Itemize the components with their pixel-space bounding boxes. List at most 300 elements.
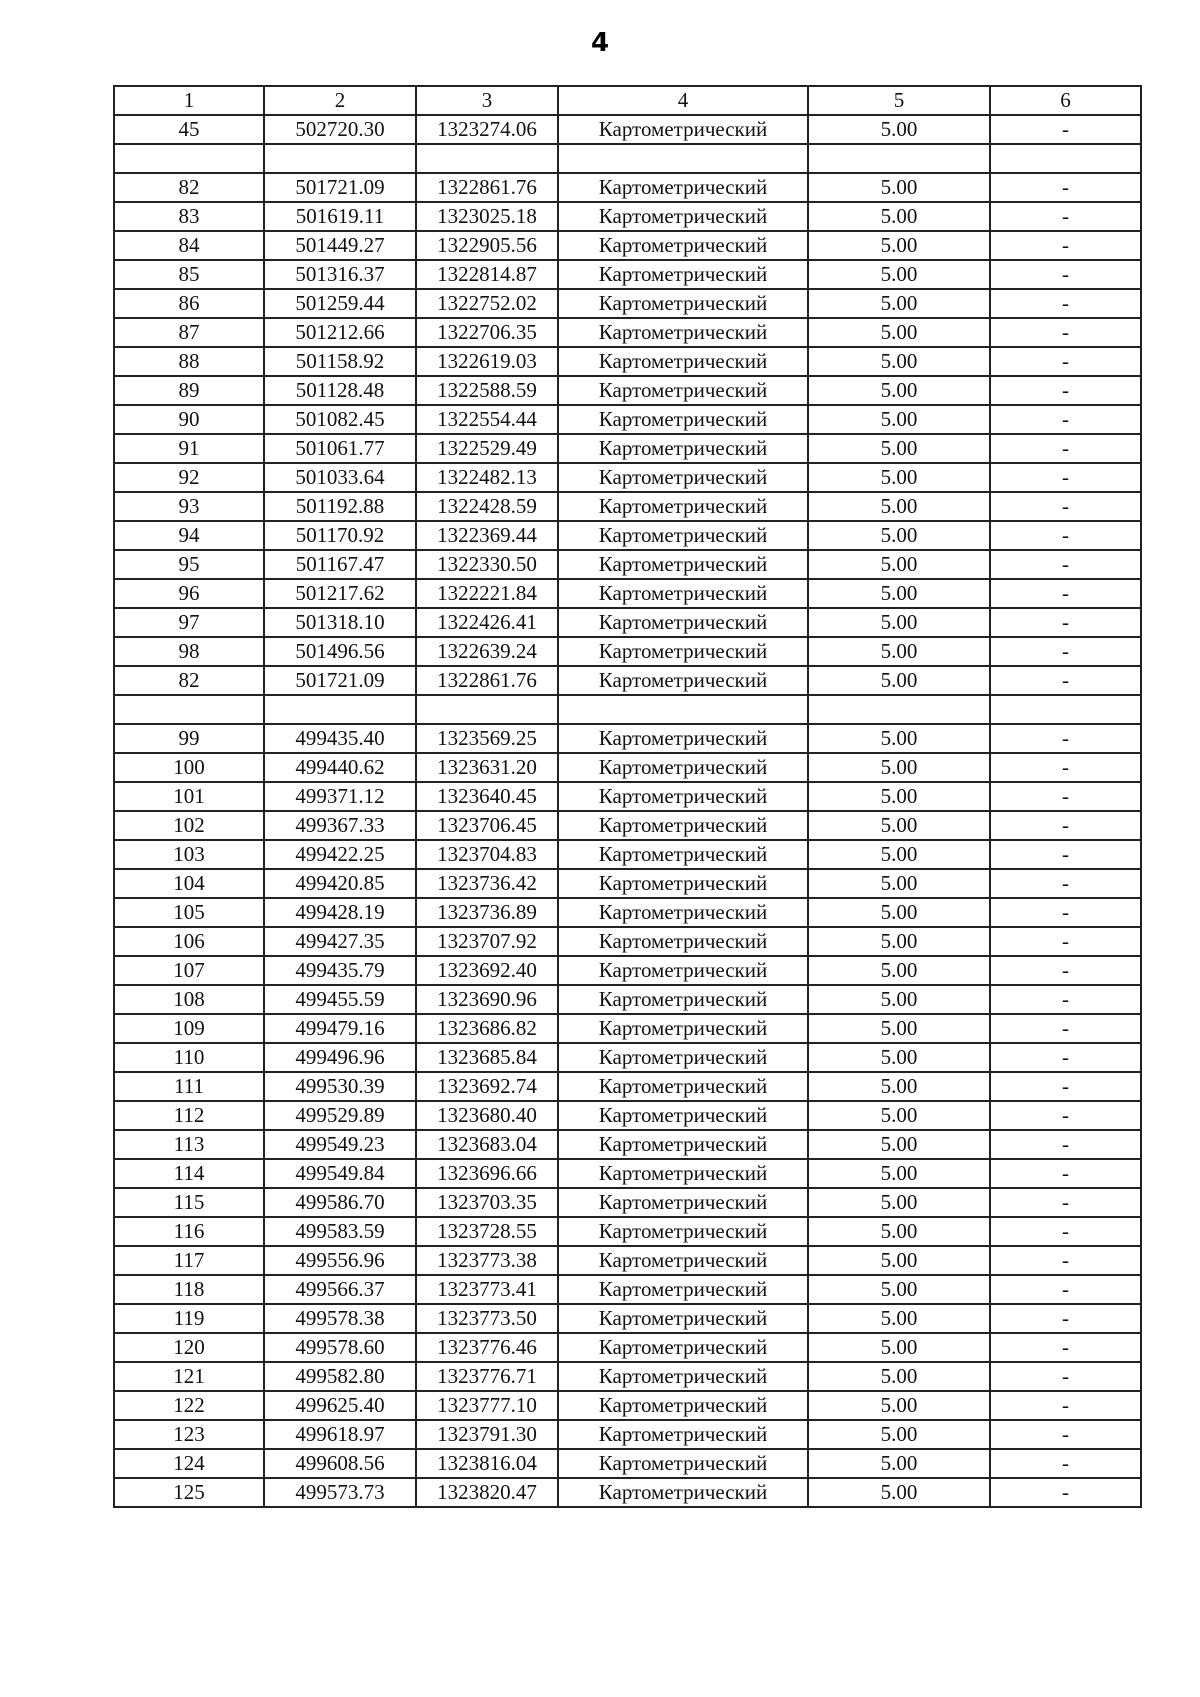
table-row (114, 1217, 1141, 1246)
accuracy-cell: 5.00 (808, 1159, 990, 1188)
note-cell: - (990, 898, 1141, 927)
point-number-cell: 84 (114, 231, 264, 260)
point-number-cell: 115 (114, 1188, 264, 1217)
point-number-cell: 105 (114, 898, 264, 927)
table-row (114, 579, 1141, 608)
x-coordinate-cell: 501316.37 (264, 260, 416, 289)
table-row (114, 985, 1141, 1014)
note-cell: - (990, 1101, 1141, 1130)
x-coordinate-cell: 499428.19 (264, 898, 416, 927)
y-coordinate-cell: 1323683.04 (416, 1130, 558, 1159)
accuracy-cell: 5.00 (808, 782, 990, 811)
point-number-cell: 93 (114, 492, 264, 521)
accuracy-cell: 5.00 (808, 202, 990, 231)
y-coordinate-cell: 1322428.59 (416, 492, 558, 521)
y-coordinate-cell: 1323640.45 (416, 782, 558, 811)
y-coordinate-cell: 1322588.59 (416, 376, 558, 405)
note-cell: - (990, 666, 1141, 695)
point-number-cell: 116 (114, 1217, 264, 1246)
method-cell: Картометрический (558, 869, 808, 898)
table-row (114, 1420, 1141, 1449)
point-number-cell: 98 (114, 637, 264, 666)
method-cell: Картометрический (558, 1014, 808, 1043)
accuracy-cell: 5.00 (808, 840, 990, 869)
y-coordinate-cell: 1323777.10 (416, 1391, 558, 1420)
header-row (114, 86, 1141, 115)
note-cell: - (990, 231, 1141, 260)
table-row (114, 898, 1141, 927)
x-coordinate-cell: 499422.25 (264, 840, 416, 869)
x-coordinate-cell: 502720.30 (264, 115, 416, 144)
accuracy-cell: 5.00 (808, 1362, 990, 1391)
table-row (114, 144, 1141, 173)
point-number-cell: 97 (114, 608, 264, 637)
x-coordinate-cell: 501158.92 (264, 347, 416, 376)
method-cell: Картометрический (558, 202, 808, 231)
note-cell: - (990, 405, 1141, 434)
table-row (114, 521, 1141, 550)
accuracy-cell: 5.00 (808, 173, 990, 202)
method-cell: Картометрический (558, 1304, 808, 1333)
point-number-cell: 117 (114, 1246, 264, 1275)
y-coordinate-cell (416, 144, 558, 173)
x-coordinate-cell: 499427.35 (264, 927, 416, 956)
table-row (114, 405, 1141, 434)
method-cell: Картометрический (558, 347, 808, 376)
x-coordinate-cell: 501212.66 (264, 318, 416, 347)
method-cell: Картометрический (558, 956, 808, 985)
y-coordinate-cell: 1323736.42 (416, 869, 558, 898)
point-number-cell: 82 (114, 666, 264, 695)
method-cell: Картометрический (558, 1391, 808, 1420)
accuracy-cell: 5.00 (808, 376, 990, 405)
point-number-cell (114, 144, 264, 173)
method-cell: Картометрический (558, 318, 808, 347)
point-number-cell: 100 (114, 753, 264, 782)
point-number-cell: 99 (114, 724, 264, 753)
note-cell: - (990, 1391, 1141, 1420)
accuracy-cell: 5.00 (808, 608, 990, 637)
note-cell: - (990, 608, 1141, 637)
point-number-cell: 92 (114, 463, 264, 492)
accuracy-cell: 5.00 (808, 347, 990, 376)
point-number-cell: 111 (114, 1072, 264, 1101)
table-row (114, 492, 1141, 521)
point-number-cell: 86 (114, 289, 264, 318)
table-row (114, 1014, 1141, 1043)
x-coordinate-cell: 499530.39 (264, 1072, 416, 1101)
note-cell: - (990, 376, 1141, 405)
accuracy-cell (808, 695, 990, 724)
x-coordinate-cell: 499479.16 (264, 1014, 416, 1043)
point-number-cell: 119 (114, 1304, 264, 1333)
note-cell: - (990, 1275, 1141, 1304)
point-number-cell: 113 (114, 1130, 264, 1159)
point-number-cell: 101 (114, 782, 264, 811)
x-coordinate-cell: 499573.73 (264, 1478, 416, 1507)
method-cell: Картометрический (558, 550, 808, 579)
table-row (114, 347, 1141, 376)
method-cell: Картометрический (558, 840, 808, 869)
table-row (114, 376, 1141, 405)
x-coordinate-cell: 499549.23 (264, 1130, 416, 1159)
accuracy-cell: 5.00 (808, 231, 990, 260)
y-coordinate-cell: 1322619.03 (416, 347, 558, 376)
x-coordinate-cell: 501619.11 (264, 202, 416, 231)
note-cell: - (990, 202, 1141, 231)
y-coordinate-cell: 1322482.13 (416, 463, 558, 492)
x-coordinate-cell: 501128.48 (264, 376, 416, 405)
note-cell: - (990, 1478, 1141, 1507)
accuracy-cell: 5.00 (808, 463, 990, 492)
x-coordinate-cell: 499420.85 (264, 869, 416, 898)
y-coordinate-cell: 1323274.06 (416, 115, 558, 144)
note-cell: - (990, 550, 1141, 579)
accuracy-cell: 5.00 (808, 289, 990, 318)
accuracy-cell: 5.00 (808, 724, 990, 753)
table-row (114, 724, 1141, 753)
y-coordinate-cell: 1323704.83 (416, 840, 558, 869)
note-cell: - (990, 956, 1141, 985)
y-coordinate-cell: 1322861.76 (416, 173, 558, 202)
accuracy-cell: 5.00 (808, 1014, 990, 1043)
x-coordinate-cell: 499371.12 (264, 782, 416, 811)
y-coordinate-cell: 1323631.20 (416, 753, 558, 782)
table-header (114, 86, 1141, 115)
table-row (114, 1362, 1141, 1391)
x-coordinate-cell: 501192.88 (264, 492, 416, 521)
method-cell: Картометрический (558, 1043, 808, 1072)
x-coordinate-cell: 499618.97 (264, 1420, 416, 1449)
table-row (114, 1333, 1141, 1362)
accuracy-cell: 5.00 (808, 260, 990, 289)
table-row (114, 231, 1141, 260)
method-cell: Картометрический (558, 1478, 808, 1507)
note-cell: - (990, 1333, 1141, 1362)
x-coordinate-cell: 501496.56 (264, 637, 416, 666)
note-cell: - (990, 782, 1141, 811)
accuracy-cell: 5.00 (808, 956, 990, 985)
note-cell: - (990, 1246, 1141, 1275)
header-cell-1: 1 (114, 86, 264, 115)
note-cell: - (990, 1043, 1141, 1072)
point-number-cell: 108 (114, 985, 264, 1014)
point-number-cell: 85 (114, 260, 264, 289)
x-coordinate-cell: 499625.40 (264, 1391, 416, 1420)
note-cell (990, 144, 1141, 173)
table-row (114, 1188, 1141, 1217)
method-cell: Картометрический (558, 579, 808, 608)
accuracy-cell: 5.00 (808, 521, 990, 550)
x-coordinate-cell (264, 695, 416, 724)
accuracy-cell: 5.00 (808, 1478, 990, 1507)
method-cell: Картометрический (558, 1217, 808, 1246)
method-cell: Картометрический (558, 724, 808, 753)
method-cell: Картометрический (558, 1188, 808, 1217)
point-number-cell: 123 (114, 1420, 264, 1449)
note-cell: - (990, 811, 1141, 840)
x-coordinate-cell: 501170.92 (264, 521, 416, 550)
x-coordinate-cell: 499435.40 (264, 724, 416, 753)
accuracy-cell: 5.00 (808, 985, 990, 1014)
method-cell: Картометрический (558, 405, 808, 434)
table-row (114, 318, 1141, 347)
accuracy-cell: 5.00 (808, 492, 990, 521)
point-number-cell: 95 (114, 550, 264, 579)
y-coordinate-cell: 1323820.47 (416, 1478, 558, 1507)
y-coordinate-cell: 1323690.96 (416, 985, 558, 1014)
point-number-cell: 94 (114, 521, 264, 550)
table-row (114, 289, 1141, 318)
table-row (114, 115, 1141, 144)
method-cell: Картометрический (558, 1362, 808, 1391)
point-number-cell: 118 (114, 1275, 264, 1304)
accuracy-cell: 5.00 (808, 1391, 990, 1420)
accuracy-cell: 5.00 (808, 318, 990, 347)
note-cell (990, 695, 1141, 724)
y-coordinate-cell: 1322752.02 (416, 289, 558, 318)
method-cell: Картометрический (558, 1275, 808, 1304)
x-coordinate-cell: 499608.56 (264, 1449, 416, 1478)
header-cell-4: 4 (558, 86, 808, 115)
accuracy-cell: 5.00 (808, 405, 990, 434)
y-coordinate-cell: 1323025.18 (416, 202, 558, 231)
x-coordinate-cell: 499586.70 (264, 1188, 416, 1217)
table-row (114, 637, 1141, 666)
accuracy-cell: 5.00 (808, 1072, 990, 1101)
accuracy-cell: 5.00 (808, 898, 990, 927)
accuracy-cell (808, 144, 990, 173)
y-coordinate-cell: 1323816.04 (416, 1449, 558, 1478)
table-row (114, 202, 1141, 231)
accuracy-cell: 5.00 (808, 927, 990, 956)
point-number-cell: 96 (114, 579, 264, 608)
note-cell: - (990, 434, 1141, 463)
table-row (114, 695, 1141, 724)
point-number-cell: 125 (114, 1478, 264, 1507)
table-row (114, 463, 1141, 492)
note-cell: - (990, 579, 1141, 608)
note-cell: - (990, 753, 1141, 782)
table-row (114, 840, 1141, 869)
y-coordinate-cell: 1322330.50 (416, 550, 558, 579)
table-row (114, 1304, 1141, 1333)
accuracy-cell: 5.00 (808, 579, 990, 608)
accuracy-cell: 5.00 (808, 811, 990, 840)
x-coordinate-cell (264, 144, 416, 173)
y-coordinate-cell: 1322426.41 (416, 608, 558, 637)
table-row (114, 608, 1141, 637)
x-coordinate-cell: 499578.60 (264, 1333, 416, 1362)
y-coordinate-cell: 1323706.45 (416, 811, 558, 840)
x-coordinate-cell: 499583.59 (264, 1217, 416, 1246)
table-row (114, 260, 1141, 289)
method-cell: Картометрический (558, 1130, 808, 1159)
method-cell: Картометрический (558, 173, 808, 202)
table-row (114, 753, 1141, 782)
method-cell: Картометрический (558, 1072, 808, 1101)
table-row (114, 1449, 1141, 1478)
table-row (114, 927, 1141, 956)
y-coordinate-cell: 1322554.44 (416, 405, 558, 434)
x-coordinate-cell: 501167.47 (264, 550, 416, 579)
accuracy-cell: 5.00 (808, 115, 990, 144)
note-cell: - (990, 1449, 1141, 1478)
accuracy-cell: 5.00 (808, 753, 990, 782)
y-coordinate-cell: 1322706.35 (416, 318, 558, 347)
method-cell: Картометрический (558, 1246, 808, 1275)
header-cell-6: 6 (990, 86, 1141, 115)
table-row (114, 956, 1141, 985)
method-cell: Картометрический (558, 260, 808, 289)
table-row (114, 1478, 1141, 1507)
y-coordinate-cell: 1323685.84 (416, 1043, 558, 1072)
table-row (114, 1246, 1141, 1275)
header-cell-5: 5 (808, 86, 990, 115)
table-row (114, 666, 1141, 695)
table-row (114, 1072, 1141, 1101)
method-cell: Картометрический (558, 637, 808, 666)
note-cell: - (990, 1217, 1141, 1246)
point-number-cell: 120 (114, 1333, 264, 1362)
method-cell: Картометрический (558, 927, 808, 956)
point-number-cell: 124 (114, 1449, 264, 1478)
method-cell: Картометрический (558, 1101, 808, 1130)
method-cell: Картометрический (558, 115, 808, 144)
point-number-cell: 89 (114, 376, 264, 405)
point-number-cell: 109 (114, 1014, 264, 1043)
x-coordinate-cell: 501259.44 (264, 289, 416, 318)
y-coordinate-cell: 1322814.87 (416, 260, 558, 289)
table-row (114, 1043, 1141, 1072)
note-cell: - (990, 1362, 1141, 1391)
method-cell: Картометрический (558, 231, 808, 260)
method-cell: Картометрический (558, 782, 808, 811)
y-coordinate-cell: 1323680.40 (416, 1101, 558, 1130)
table-row (114, 811, 1141, 840)
point-number-cell: 110 (114, 1043, 264, 1072)
method-cell: Картометрический (558, 985, 808, 1014)
y-coordinate-cell: 1323728.55 (416, 1217, 558, 1246)
table-body (114, 115, 1141, 1507)
y-coordinate-cell: 1323569.25 (416, 724, 558, 753)
note-cell: - (990, 1304, 1141, 1333)
table-row (114, 1275, 1141, 1304)
method-cell (558, 695, 808, 724)
x-coordinate-cell: 501721.09 (264, 173, 416, 202)
method-cell: Картометрический (558, 289, 808, 318)
note-cell: - (990, 985, 1141, 1014)
method-cell: Картометрический (558, 898, 808, 927)
note-cell: - (990, 115, 1141, 144)
header-cell-3: 3 (416, 86, 558, 115)
accuracy-cell: 5.00 (808, 1246, 990, 1275)
note-cell: - (990, 463, 1141, 492)
accuracy-cell: 5.00 (808, 869, 990, 898)
point-number-cell: 88 (114, 347, 264, 376)
y-coordinate-cell: 1323707.92 (416, 927, 558, 956)
header-cell-2: 2 (264, 86, 416, 115)
point-number-cell: 114 (114, 1159, 264, 1188)
y-coordinate-cell: 1323686.82 (416, 1014, 558, 1043)
y-coordinate-cell: 1323773.50 (416, 1304, 558, 1333)
y-coordinate-cell: 1323776.46 (416, 1333, 558, 1362)
note-cell: - (990, 492, 1141, 521)
note-cell: - (990, 1014, 1141, 1043)
page-number: 4 (590, 28, 610, 58)
accuracy-cell: 5.00 (808, 1188, 990, 1217)
point-number-cell: 104 (114, 869, 264, 898)
point-number-cell (114, 695, 264, 724)
x-coordinate-cell: 499455.59 (264, 985, 416, 1014)
x-coordinate-cell: 499578.38 (264, 1304, 416, 1333)
y-coordinate-cell (416, 695, 558, 724)
accuracy-cell: 5.00 (808, 666, 990, 695)
note-cell: - (990, 521, 1141, 550)
accuracy-cell: 5.00 (808, 1101, 990, 1130)
note-cell: - (990, 1188, 1141, 1217)
y-coordinate-cell: 1322639.24 (416, 637, 558, 666)
y-coordinate-cell: 1322861.76 (416, 666, 558, 695)
table-row (114, 1391, 1141, 1420)
point-number-cell: 121 (114, 1362, 264, 1391)
method-cell: Картометрический (558, 463, 808, 492)
note-cell: - (990, 724, 1141, 753)
x-coordinate-cell: 499496.96 (264, 1043, 416, 1072)
accuracy-cell: 5.00 (808, 1217, 990, 1246)
method-cell (558, 144, 808, 173)
point-number-cell: 107 (114, 956, 264, 985)
x-coordinate-cell: 501449.27 (264, 231, 416, 260)
accuracy-cell: 5.00 (808, 1043, 990, 1072)
note-cell: - (990, 173, 1141, 202)
method-cell: Картометрический (558, 492, 808, 521)
point-number-cell: 87 (114, 318, 264, 347)
method-cell: Картометрический (558, 811, 808, 840)
note-cell: - (990, 1420, 1141, 1449)
table-row (114, 173, 1141, 202)
note-cell: - (990, 840, 1141, 869)
note-cell: - (990, 869, 1141, 898)
note-cell: - (990, 347, 1141, 376)
x-coordinate-cell: 499367.33 (264, 811, 416, 840)
point-number-cell: 83 (114, 202, 264, 231)
method-cell: Картометрический (558, 608, 808, 637)
method-cell: Картометрический (558, 521, 808, 550)
y-coordinate-cell: 1323696.66 (416, 1159, 558, 1188)
note-cell: - (990, 1130, 1141, 1159)
x-coordinate-cell: 499582.80 (264, 1362, 416, 1391)
x-coordinate-cell: 499529.89 (264, 1101, 416, 1130)
table-row (114, 782, 1141, 811)
x-coordinate-cell: 501318.10 (264, 608, 416, 637)
point-number-cell: 103 (114, 840, 264, 869)
point-number-cell: 90 (114, 405, 264, 434)
x-coordinate-cell: 501082.45 (264, 405, 416, 434)
x-coordinate-cell: 501061.77 (264, 434, 416, 463)
y-coordinate-cell: 1323773.41 (416, 1275, 558, 1304)
accuracy-cell: 5.00 (808, 1449, 990, 1478)
accuracy-cell: 5.00 (808, 1333, 990, 1362)
method-cell: Картометрический (558, 753, 808, 782)
x-coordinate-cell: 499440.62 (264, 753, 416, 782)
accuracy-cell: 5.00 (808, 434, 990, 463)
table-row (114, 1101, 1141, 1130)
note-cell: - (990, 260, 1141, 289)
y-coordinate-cell: 1323791.30 (416, 1420, 558, 1449)
method-cell: Картометрический (558, 1333, 808, 1362)
method-cell: Картометрический (558, 1159, 808, 1188)
